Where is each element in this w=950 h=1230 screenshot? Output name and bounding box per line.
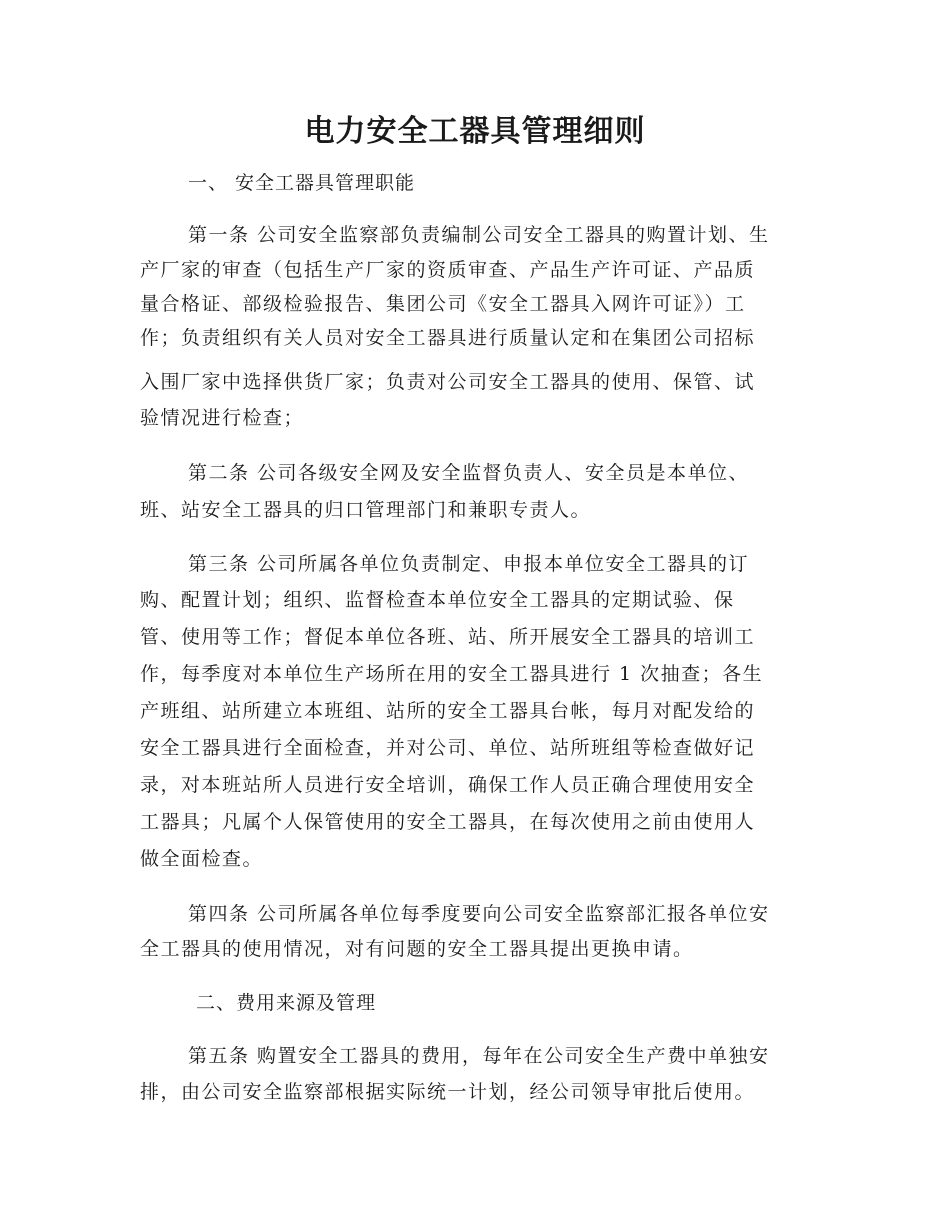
article-3-line: 第三条 公司所属各单位负责制定、申报本单位安全工器具的订	[188, 553, 750, 575]
article-1-line: 第一条 公司安全监察部负责编制公司安全工器具的购置计划、生	[188, 224, 770, 246]
article-4-line: 第四条 公司所属各单位每季度要向公司安全监察部汇报各单位安	[188, 903, 770, 925]
article-2-line: 班、站安全工器具的归口管理部门和兼职专责人。	[140, 499, 592, 521]
article-3-line: 安全工器具进行全面检查，并对公司、单位、站所班组等检查做好记	[140, 737, 756, 759]
article-3-line: 工器具；凡属个人保管使用的安全工器具，在每次使用之前由使用人	[140, 811, 756, 833]
article-3-line: 作，每季度对本单位生产场所在用的安全工器具进行 1 次抽查；各生	[140, 663, 764, 685]
article-3-line: 录，对本班站所人员进行安全培训，确保工作人员正确合理使用安全	[140, 774, 756, 796]
article-1-line: 入围厂家中选择供货厂家；负责对公司安全工器具的使用、保管、试	[140, 371, 756, 393]
article-3-line: 管、使用等工作；督促本单位各班、站、所开展安全工器具的培训工	[140, 626, 756, 648]
section-heading-1: 一、 安全工器具管理职能	[188, 172, 416, 194]
article-1-line: 量合格证、部级检验报告、集团公司《安全工器具入网许可证》）工	[140, 293, 746, 315]
article-1-line: 验情况进行检查；	[140, 407, 305, 429]
article-1-line: 作；负责组织有关人员对安全工器具进行质量认定和在集团公司招标	[140, 327, 756, 349]
article-3-line: 产班组、站所建立本班组、站所的安全工器具台帐，每月对配发给的	[140, 700, 756, 722]
article-1-line: 产厂家的审查（包括生产厂家的资质审查、产品生产许可证、产品质	[140, 259, 756, 281]
article-3-line: 做全面检查。	[140, 848, 264, 870]
article-3-line: 购、配置计划；组织、监督检查本单位安全工器具的定期试验、保	[140, 589, 735, 611]
article-5-line: 第五条 购置安全工器具的费用，每年在公司安全生产费中单独安	[188, 1045, 770, 1067]
document-title: 电力安全工器具管理细则	[304, 114, 646, 149]
section-heading-2: 二、费用来源及管理	[196, 992, 377, 1014]
article-5-line: 排，由公司安全监察部根据实际统一计划，经公司领导审批后使用。	[140, 1081, 756, 1103]
article-4-line: 全工器具的使用情况，对有问题的安全工器具提出更换申请。	[140, 938, 694, 960]
article-2-line: 第二条 公司各级安全网及安全监督负责人、安全员是本单位、	[188, 462, 750, 484]
